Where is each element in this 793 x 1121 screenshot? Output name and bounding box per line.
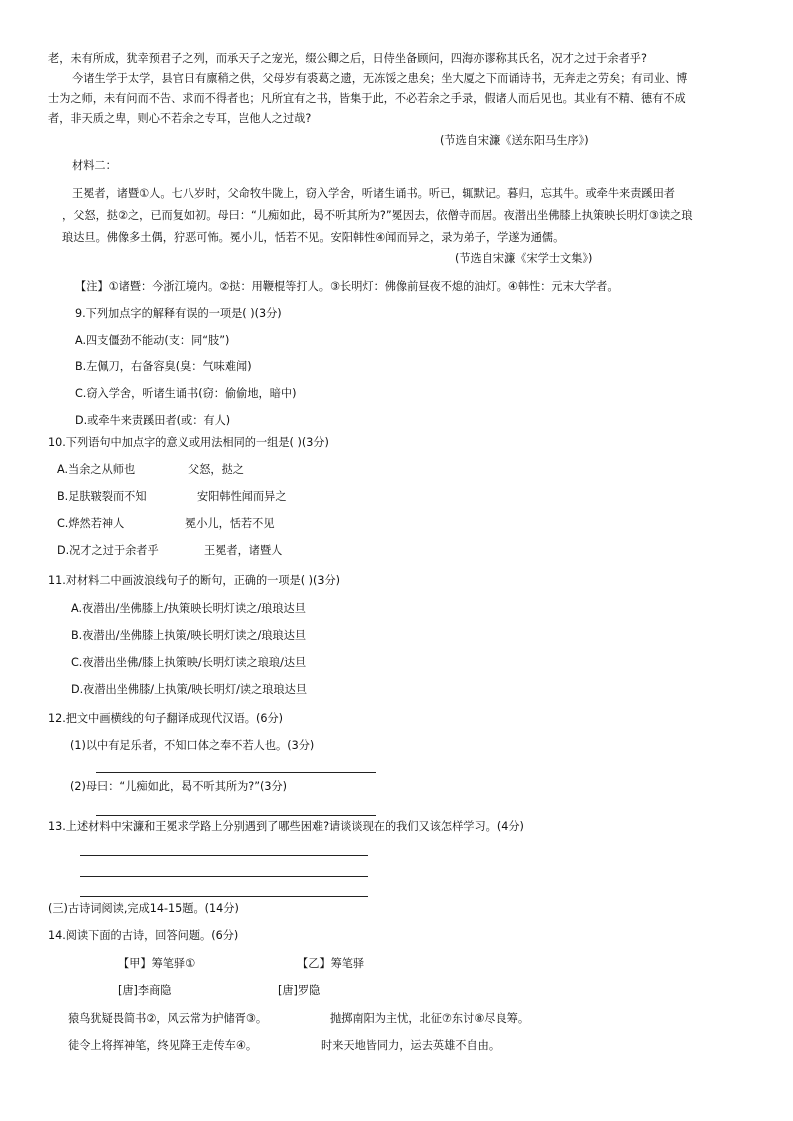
poem-a-title: 【甲】筹笔驿① [118,957,196,970]
passage2-source: (节选自宋濂《宋学士文集》) [455,252,593,265]
q11-option-d: D.夜潜出坐佛膝/上执策/映长明灯/读之琅琅达旦 [71,683,308,696]
poem-b-line-2: 时来天地皆同力，运去英雄不自由。 [321,1039,501,1052]
passage2-line1: 王冕者，诸暨①人。七八岁时，父命牧牛陇上，窃入学舍，听诸生诵书。听已，辄默记。暮归，忘其牛。或牵牛来责蹊田者 [72,187,675,200]
poem-b-author: [唐]罗隐 [278,984,321,997]
poem-a-author: [唐]李商隐 [118,984,172,997]
q11-stem: 11.对材料二中画波浪线句子的断句，正确的一项是( )(3分) [48,574,341,587]
q12-sentence-2: (2)母曰：“儿痴如此，曷不听其所为?”(3分) [70,780,288,793]
q9-option-c: C.窃入学舍，听诸生诵书(窃：偷偷地，暗中) [75,387,297,400]
q10-option-a-right: 父怒，挞之 [188,463,244,476]
q12-stem: 12.把文中画横线的句子翻译成现代汉语。(6分) [48,712,284,725]
passage1-line3: 士为之师，未有问而不告、求而不得者也；凡所宜有之书，皆集于此，不必若余之手录，假诸人而后见也。其业有不精、德有不成 [48,92,686,105]
q10-option-d-right: 王冕者，诸暨人 [204,544,283,557]
q12-answer-line-2 [96,815,376,816]
q10-option-d-left: D.况才之过于余者乎 [57,544,159,557]
q12-sentence-1: (1)以中有足乐者，不知口体之奉不若人也。(3分) [70,739,315,752]
poem-a-line-1: 猿鸟犹疑畏简书②，风云常为护储胥③。 [68,1012,268,1025]
passage2-line3: 琅达旦。佛像多土偶，狞恶可怖。冕小儿，恬若不见。安阳韩性④闻而异之，录为弟子，学遂为通儒。 [62,231,565,244]
q9-option-a: A.四支僵劲不能动(支：同“肢”) [75,334,230,347]
q10-option-b-right: 安阳韩性闻而异之 [197,490,287,503]
q11-option-a: A.夜潜出/坐佛膝上/执策映长明灯读之/琅琅达旦 [71,602,306,615]
passage2-line2: ，父怒，挞②之，已而复如初。母曰：“儿痴如此，曷不听其所为?”冕因去，依僧寺而居。夜潜出坐佛膝上执策映长明灯③读之琅 [62,209,693,222]
q11-option-b: B.夜潜出/坐佛膝上执策/映长明灯读之/琅琅达旦 [71,629,307,642]
section3-heading: (三)古诗词阅读,完成14-15题。(14分) [48,902,239,915]
passage1-line1: 老，未有所成，犹幸预君子之列，而承天子之宠光，缀公卿之后，日侍坐备顾问，四海亦谬称其氏名，况才之过于余者乎? [48,52,647,65]
q13-answer-line-2 [80,876,368,877]
q10-option-c-left: C.烨然若神人 [57,517,125,530]
q12-answer-line-1 [96,772,376,773]
q9-option-d: D.或牵牛来责蹊田者(或：有人) [75,414,231,427]
q9-option-b: B.左佩刀，右备容臭(臭：气味难闻) [75,360,252,373]
q13-stem: 13.上述材料中宋濂和王冕求学路上分别遇到了哪些困难?请谈谈现在的我们又该怎样学习。(4分) [48,820,524,833]
q13-answer-line-3 [80,896,368,897]
passage2-note: 【注】①诸暨：今浙江境内。②挞：用鞭棍等打人。③长明灯：佛像前昼夜不熄的油灯。④韩性：元末大学者。 [75,280,619,293]
q11-option-c: C.夜潜出坐佛/膝上执策映/长明灯读之琅琅/达旦 [71,656,307,669]
poem-b-line-1: 抛掷南阳为主忧，北征⑦东讨⑧尽良筹。 [330,1012,530,1025]
poem-a-line-2: 徒令上将挥神笔，终见降王走传车④。 [68,1039,258,1052]
passage2-heading: 材料二： [72,159,117,172]
q10-option-b-left: B.足肤皲裂而不知 [57,490,147,503]
passage1-line2: 今诸生学于太学，县官日有廪稍之供，父母岁有裘葛之遗，无冻馁之患矣；坐大厦之下而诵诗书，无奔走之劳矣；有司业、博 [72,72,688,85]
q10-option-a-left: A.当余之从师也 [57,463,136,476]
poem-b-title: 【乙】筹笔驿 [297,957,365,970]
q9-stem: 9.下列加点字的解释有误的一项是( )(3分) [75,307,282,320]
q14-stem: 14.阅读下面的古诗，回答问题。(6分) [48,929,239,942]
passage1-source: (节选自宋濂《送东阳马生序》) [440,134,589,147]
q10-option-c-right: 冕小儿，恬若不见 [185,517,275,530]
passage1-line4: 者，非天质之卑，则心不若余之专耳，岂他人之过哉? [48,112,312,125]
q10-stem: 10.下列语句中加点字的意义或用法相同的一组是( )(3分) [48,436,329,449]
q13-answer-line-1 [80,855,368,856]
